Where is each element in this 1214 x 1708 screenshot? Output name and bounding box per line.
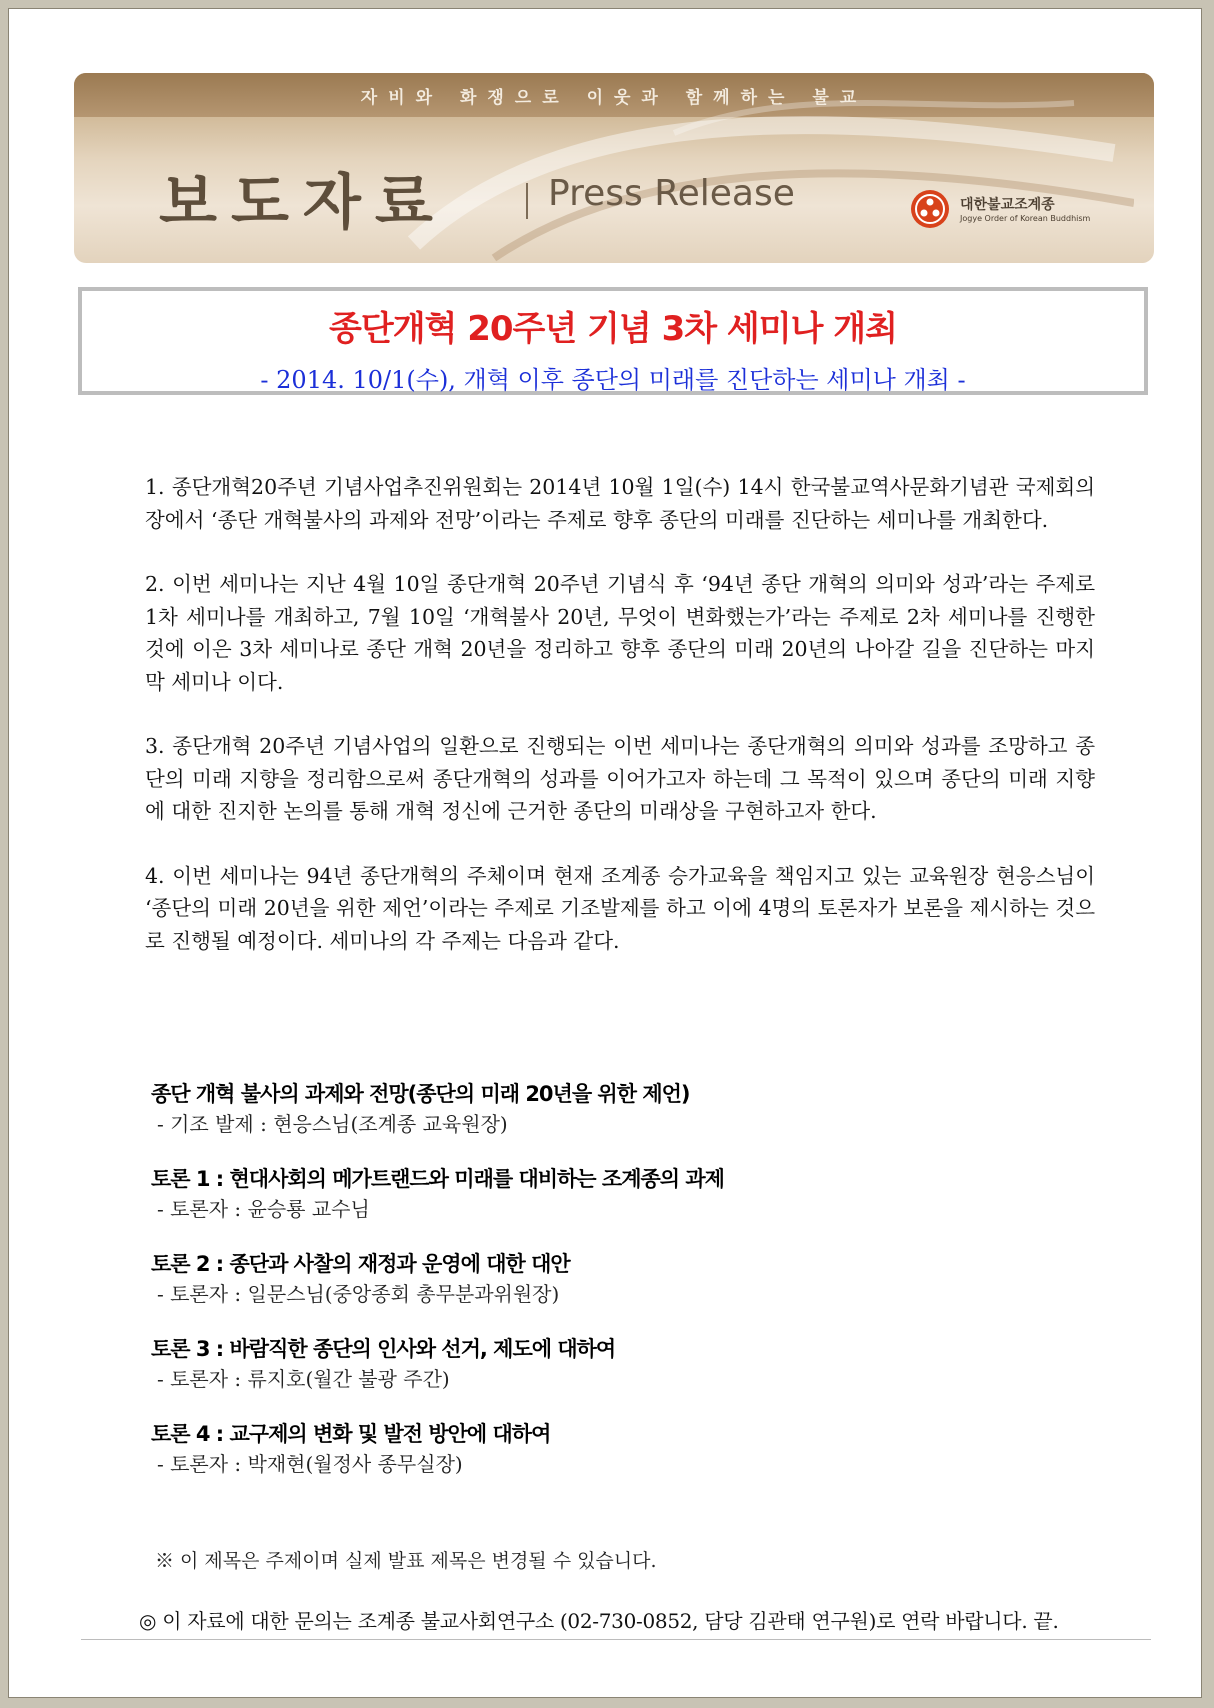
topic-discussion-4 xyxy=(151,1419,1111,1479)
headline-box xyxy=(78,287,1148,395)
topic-title: 토론 4 : 교구제의 변화 및 발전 방안에 대하여 xyxy=(151,1422,551,1446)
press-release-banner xyxy=(74,73,1154,263)
paragraph-1: 1. 종단개혁20주년 기념사업추진위원회는 2014년 10월 1일(수) 14시 한국불교역사문화기념관 국제회의장에서 ‘종단 개혁불사의 과제와 전망’이라는 주제로 향후 종단의 미래를 진단하는 세미나를 개최한다. xyxy=(145,475,1095,532)
topic-title: 토론 1 : 현대사회의 메가트랜드와 미래를 대비하는 조계종의 과제 xyxy=(151,1167,724,1191)
footer-divider xyxy=(81,1639,1151,1640)
banner-title-korean: 보도자료 xyxy=(159,168,447,238)
banner-title-english: Press Release xyxy=(548,173,795,214)
topic-presenter: - 기조 발제 : 현응스님(조계종 교육원장) xyxy=(157,1112,508,1136)
banner-slogan: 자비와 화쟁으로 이웃과 함께하는 불교 xyxy=(360,88,868,108)
topic-discussion-2 xyxy=(151,1249,1111,1309)
topic-presenter: - 토론자 : 박재현(월정사 종무실장) xyxy=(157,1452,463,1476)
jogye-emblem-icon xyxy=(910,189,950,229)
headline-title: 종단개혁 20주년 기념 3차 세미나 개최 xyxy=(329,309,897,349)
topic-title: 종단 개혁 불사의 과제와 전망(종단의 미래 20년을 위한 제언) xyxy=(151,1082,690,1106)
paragraph-4: 4. 이번 세미나는 94년 종단개혁의 주체이며 현재 조계종 승가교육을 책임지고 있는 교육원장 현응스님이 ‘종단의 미래 20년을 위한 제언’이라는 주제로 기조발제를 하고 이에 4명의 토론자가 보론을 제시하는 것으로 진행될 예정이다. 세미나의 각 주제는 다음과 같다. xyxy=(145,863,1095,953)
topic-presenter: - 토론자 : 류지호(월간 불광 주간) xyxy=(157,1367,450,1391)
topic-presenter: - 토론자 : 일문스님(중앙종회 총무분과위원장) xyxy=(157,1282,560,1306)
title-change-note: ※ 이 제목은 주제이며 실제 발표 제목은 변경될 수 있습니다. xyxy=(155,1550,657,1572)
body-text xyxy=(145,471,1095,989)
banner-title-divider xyxy=(526,183,528,219)
organization-english-name: Jogye Order of Korean Buddhism xyxy=(960,214,1091,223)
topic-presenter: - 토론자 : 윤승룡 교수님 xyxy=(157,1197,370,1221)
topic-title: 토론 3 : 바람직한 종단의 인사와 선거, 제도에 대하여 xyxy=(151,1337,616,1361)
topic-title: 토론 2 : 종단과 사찰의 재정과 운영에 대한 대안 xyxy=(151,1252,570,1276)
seminar-topics xyxy=(151,1079,1111,1504)
document-page xyxy=(8,8,1202,1698)
topic-keynote xyxy=(151,1079,1111,1139)
topic-discussion-1 xyxy=(151,1164,1111,1224)
headline-subtitle: - 2014. 10/1(수), 개혁 이후 종단의 미래를 진단하는 세미나 개최 - xyxy=(260,366,966,394)
topic-discussion-3 xyxy=(151,1334,1111,1394)
paragraph-2: 2. 이번 세미나는 지난 4월 10일 종단개혁 20주년 기념식 후 ‘94년 종단 개혁의 의미와 성과’라는 주제로 1차 세미나를 개최하고, 7월 10일 ‘개혁불사 20년, 무엇이 변화했는가’라는 주제로 2차 세미나를 진행한 것에 이은 3차 세미나로 종단 개혁 20년을 정리하고 향후 종단의 미래 20년의 나아갈 길을 진단하는 마지막 세미나 이다. xyxy=(145,572,1095,694)
contact-info: ◎ 이 자료에 대한 문의는 조계종 불교사회연구소 (02-730-0852, 담당 김관태 연구원)로 연락 바랍니다. 끝. xyxy=(139,1609,1059,1633)
organization-name: 대한불교조계종 xyxy=(960,197,1055,213)
paragraph-3: 3. 종단개혁 20주년 기념사업의 일환으로 진행되는 이번 세미나는 종단개혁의 의미와 성과를 조망하고 종단의 미래 지향을 정리함으로써 종단개혁의 성과를 이어가고자 하는데 그 목적이 있으며 종단의 미래 지향에 대한 진지한 논의를 통해 개혁 정신에 근거한 종단의 미래상을 구현하고자 한다. xyxy=(145,734,1095,823)
